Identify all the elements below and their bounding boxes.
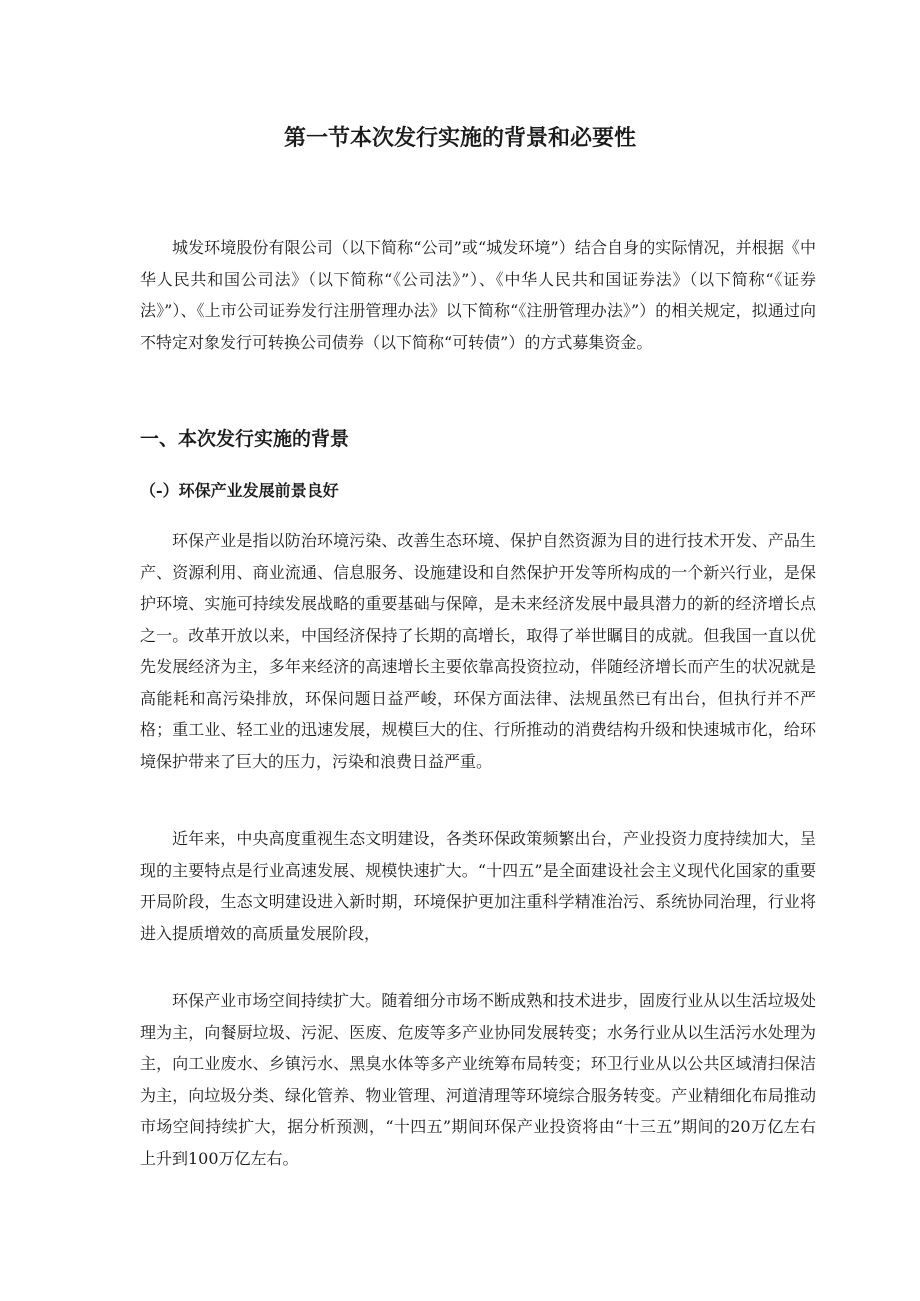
- intro-paragraph: 城发环境股份有限公司（以下简称“公司”或“城发环境”）结合自身的实际情况，并根据《中华人民共和国公司法》（以下简称“《公司法》”）、《中华人民共和国证券法》（以下简称“《证券法》”）、《上市公司证券发行注册管理办法》以下简称“《注册管理办法》”）的相关规定，拟通过向不特定对象发行可转换公司债券（以下简称“可转债”）的方式募集资金。: [140, 238, 816, 352]
- page-title: 第一节本次发行实施的背景和必要性: [283, 126, 636, 151]
- section-heading: 一、本次发行实施的背景: [140, 428, 350, 450]
- paragraph-industry-overview: 环保产业是指以防治环境污染、改善生态环境、保护自然资源为目的进行技术开发、产品生产、资源利用、商业流通、信息服务、设施建设和自然保护开发等所构成的一个新兴行业，是保护环境、实施可持续发展战略的重要基础与保障，是未来经济发展中最具潜力的新的经济增长点之一。改革开放以来，中国经济保持了长期的高增长，取得了举世瞩目的成就。但我国一直以优先发展经济为主，多年来经济的高速增长主要依靠高投资拉动，伴随经济增长而产生的状况就是高能耗和高污染排放，环保问题日益严峻，环保方面法律、法规虽然已有出台，但执行并不严格；重工业、轻工业的迅速发展，规模巨大的住、行所推动的消费结构升级和快速城市化，给环境保护带来了巨大的压力，污染和浪费日益严重。: [140, 531, 816, 771]
- paragraph-policy-support: 近年来，中央高度重视生态文明建设，各类环保政策频繁出台，产业投资力度持续加大，呈现的主要特点是行业高速发展、规模快速扩大。“十四五”是全面建设社会主义现代化国家的重要开局阶段，生态文明建设进入新时期，环境保护更加注重科学精准治污、系统协同治理，行业将进入提质增效的高质量发展阶段，: [140, 829, 816, 943]
- paragraph-market-expansion: 环保产业市场空间持续扩大。随着细分市场不断成熟和技术进步，固废行业从以生活垃圾处理为主，向餐厨垃圾、污泥、医废、危废等多产业协同发展转变；水务行业从以生活污水处理为主，向工业废水、乡镇污水、黑臭水体等多产业统筹布局转变；环卫行业从以公共区域清扫保洁为主，向垃圾分类、绿化管养、物业管理、河道清理等环境综合服务转变。产业精细化布局推动市场空间持续扩大，据分析预测，“十四五”期间环保产业投资将由“十三五”期间的20万亿左右上升到100万亿左右。: [140, 991, 816, 1168]
- subsection-heading: （-）环保产业发展前景良好: [140, 481, 339, 500]
